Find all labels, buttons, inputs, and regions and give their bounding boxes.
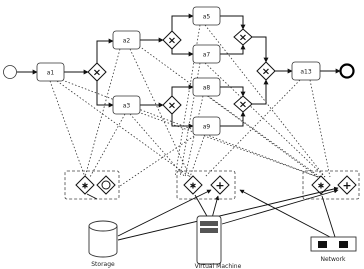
- resource-associations: [50, 25, 330, 186]
- gateway-symbol: +: [342, 179, 352, 192]
- gateway-exclusive-join-upper: [234, 29, 252, 45]
- gateway-symbol: ×: [167, 35, 177, 47]
- end-event: [341, 65, 354, 78]
- event-circle-icon: [102, 181, 110, 189]
- task-a7: [193, 45, 220, 63]
- start-event: [4, 66, 17, 79]
- task-a1: [37, 63, 64, 81]
- virtual-machine-icon: [197, 216, 221, 264]
- resource-group-left: [65, 171, 119, 199]
- storage-label: Storage: [91, 261, 115, 268]
- gateway-exclusive-upper: [163, 31, 181, 49]
- gateway-symbol: +: [215, 179, 225, 192]
- network-icon: [311, 237, 356, 251]
- task-a5: [193, 7, 220, 25]
- task-label: a5: [202, 13, 211, 21]
- gateway-exclusive-merge: [257, 62, 275, 80]
- task-a8: [193, 78, 220, 96]
- task-label: a8: [202, 84, 211, 92]
- resource-group-right: [303, 171, 359, 199]
- gateway-symbol: ×: [238, 99, 248, 111]
- gateway-symbol: ✱: [81, 181, 89, 191]
- network-label: Network: [320, 256, 346, 263]
- task-a3: [113, 96, 140, 114]
- task-label: a13: [300, 68, 312, 76]
- task-a2: [113, 31, 140, 49]
- gateway-exclusive-split: [88, 63, 106, 81]
- gateway-symbol: ×: [92, 67, 102, 79]
- task-a9: [193, 117, 220, 135]
- gateway-symbol: ✱: [189, 181, 197, 191]
- task-label: a1: [46, 69, 55, 77]
- virtual-machine-label: Virtual Machine: [194, 263, 242, 269]
- task-label: a9: [202, 123, 211, 131]
- gateway-symbol: ✱: [317, 181, 325, 191]
- gateway-symbol: ×: [167, 100, 177, 112]
- storage-icon: [89, 221, 117, 257]
- gateway-exclusive-lower: [163, 96, 181, 114]
- gateway-symbol: ×: [238, 32, 248, 44]
- task-label: a3: [122, 102, 131, 110]
- task-label: a7: [202, 51, 211, 59]
- task-label: a2: [122, 37, 131, 45]
- gateway-symbol: ×: [261, 66, 271, 78]
- sequence-flows: [17, 13, 340, 126]
- task-a13: [292, 62, 320, 80]
- gateway-exclusive-join-lower: [234, 96, 252, 112]
